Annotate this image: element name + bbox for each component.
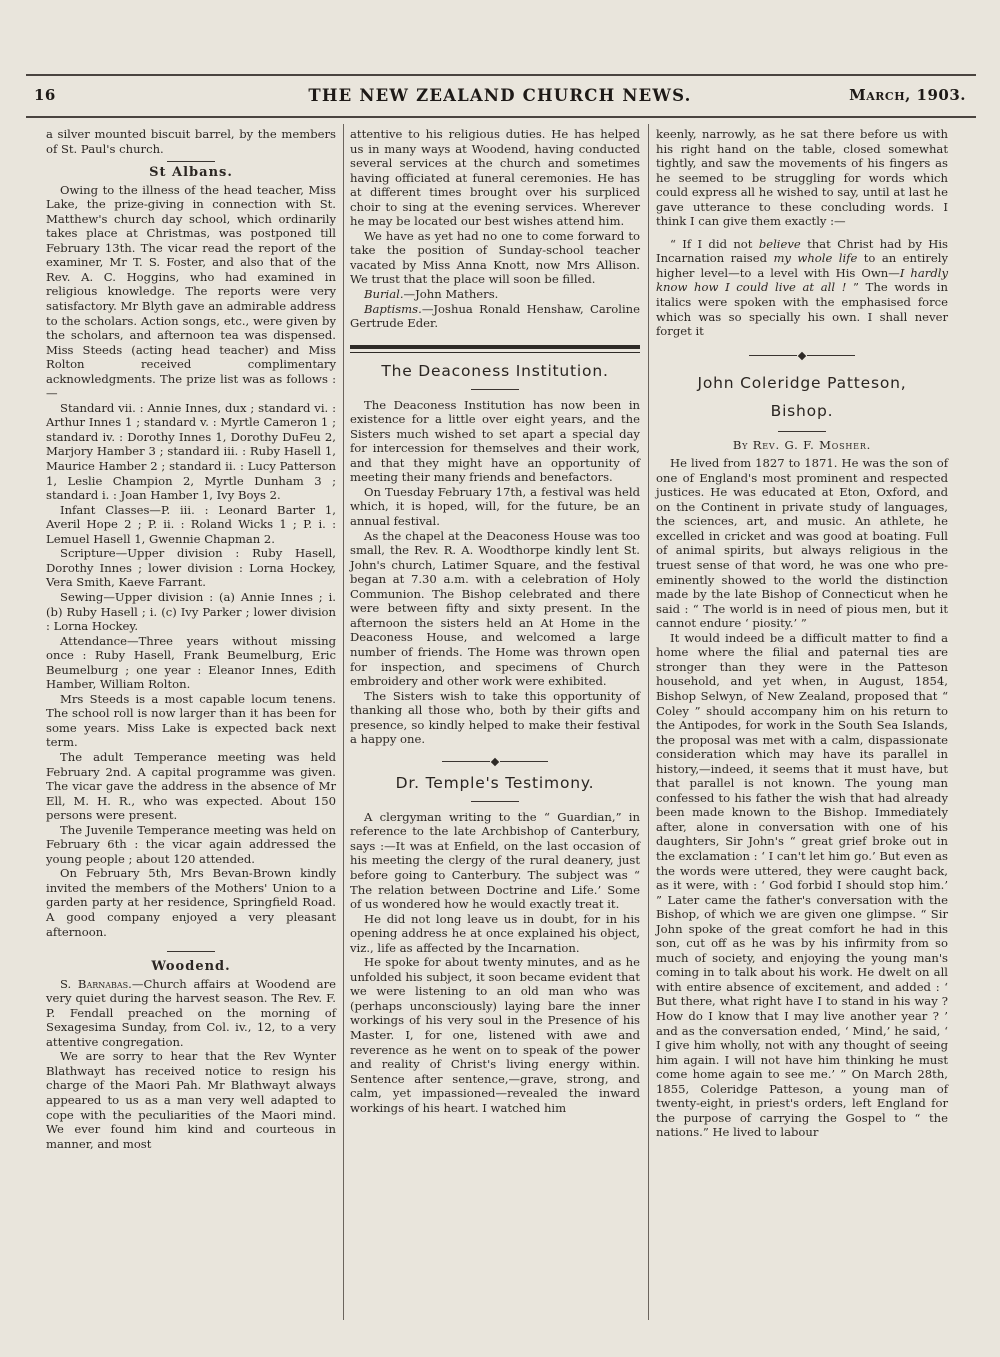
article-title-patteson-line2: Bishop.	[770, 401, 834, 420]
column-1	[46, 127, 336, 1151]
paragraph: Mrs Steeds is a most capable locum tenens. The school roll is now larger than it has been for some years. Miss Lake is expected back next term.	[46, 691, 336, 750]
article-title-patteson: John Coleridge Patteson,	[697, 373, 907, 392]
continuation-text: a silver mounted biscuit barrel, by the members of St. Paul's church.	[46, 127, 336, 156]
page-number: 16	[34, 86, 56, 104]
masthead	[34, 86, 966, 110]
column-divider	[343, 124, 344, 1320]
title-rule	[471, 801, 519, 802]
paragraph: He did not long leave us in doubt, for in his opening address he at once explained his object, viz., life as affected by the Incarnation.	[350, 911, 640, 955]
ornament-divider	[656, 353, 948, 359]
title-rule	[778, 431, 826, 432]
ornament-divider	[350, 759, 640, 765]
paragraph: Scripture—Upper division : Ruby Hasell, Dorothy Innes ; lower division : Lorna Hockey, Vera Smith, Kaeve Farrant.	[46, 546, 336, 590]
top-rule	[26, 74, 976, 76]
paragraph: He lived from 1827 to 1871. He was the son of one of England's most prominent and respected justices. He was educated at Eton, Oxford, and on the Continent in private study of languages, the sciences, art, and music. An athlete, he excelled in cricket and was good at boating. Full of animal spirits, but always religious in the truest sense of that word, he was one who pre-eminently showed to the world the distinction made by the late Bishop of Connecticut when he said : “ The world is in need of pious men, but it cannot endure ‘ piosity.’ ”	[656, 456, 948, 631]
paragraph: The Deaconess Institution has now been in existence for a little over eight years, and the Sisters much wished to set apart a special day for intercession for themselves and their work, and that they might have an opportunity of meeting their many friends and benefactors.	[350, 397, 640, 485]
parish-name: S. Barnabas.	[60, 976, 132, 991]
paragraph: The adult Temperance meeting was held February 2nd. A capital programme was given. The vicar gave the address in the absence of Mr Ell, M. H. R., who was expected. About 150 persons were present.	[46, 749, 336, 823]
column-3	[656, 127, 948, 1140]
paragraph: As the chapel at the Deaconess House was too small, the Rev. R. A. Woodthorpe kindly lent St. John's church, Latimer Square, and the festival began at 7.30 a.m. with a celebration of Holy Communion. The Bishop celebrated and there were between fifty and sixty present. In the afternoon the sisters held an At Home in the Deaconess House, and welcomed a large number of friends. The Home was thrown open for inspection, and specimens of Church embroidery and other work were exhibited.	[350, 528, 640, 689]
article-title-deaconess: The Deaconess Institution.	[381, 361, 609, 380]
title-rule	[471, 389, 519, 390]
paragraph: A clergyman writing to the “ Guardian,” in reference to the late Archbishop of Canterbury, says :—It was at Enfield, on the last occasion of his meeting the clergy of the rural deanery, just before going to Canterbury. The subject was “ The relation between Doctrine and Life.’ Some of us wondered how he would exactly treat it.	[350, 809, 640, 912]
paragraph: Owing to the illness of the head teacher, Miss Lake, the prize-giving in connection with St. Matthew's church day school, which ordinarily takes place at Christmas, was postponed till February 13th. The vicar read the report of the examiner, Mr T. S. Foster, and also that of the Rev. A. C. Hoggins, who had examined in religious knowledge. The reports were very satisfactory. Mr Blyth gave an admirable address to the scholars. Action songs, etc., were given by the scholars, and afternoon tea was dispensed. Miss Steeds (acting head teacher) and Miss Rolton received complimentary acknowledgments. The prize list was as follows :—	[46, 182, 336, 401]
paragraph: We have as yet had no one to come forward to take the position of Sunday-school teacher vacated by Miss Anna Knott, now Mrs Allison. We trust that the place will soon be filled.	[350, 228, 640, 287]
paragraph: Attendance—Three years without missing once : Ruby Hasell, Frank Beumelburg, Eric Beumelburg ; one year : Eleanor Innes, Edith Hamber, William Rolton.	[46, 633, 336, 692]
paragraph: On Tuesday February 17th, a festival was held which, it is hoped, will, for the future, be an annual festival.	[350, 484, 640, 529]
paragraph: Standard vii. : Annie Innes, dux ; standard vi. : Arthur Innes 1 ; standard v. : Myrtle Cameron 1 ; standard iv. : Dorothy Innes 1, Dorothy DuFeu 2, Marjory Hamber 3 ; standard iii. : Ruby Hasell 1, Maurice Hamber 2 ; standard ii. : Lucy Patterson 1, Leslie Champion 2, Myrtle Dunham 3 ; standard i. : Joan Hamber 1, Ivy Boys 2.	[46, 400, 336, 503]
paragraph: On February 5th, Mrs Bevan-Brown kindly invited the members of the Mothers' Union to a garden party at her residence, Springfield Road. A good company enjoyed a very pleasant afternoon.	[46, 866, 336, 939]
article-title-temple: Dr. Temple's Testimony.	[395, 773, 595, 792]
diamond-ornament-icon	[798, 351, 806, 359]
burial-notice: Burial.—John Mathers.	[364, 287, 499, 302]
section-heading-woodend: Woodend.	[151, 959, 231, 975]
publication-title: THE NEW ZEALAND CHURCH NEWS.	[308, 86, 692, 105]
section-rule	[167, 161, 215, 162]
paragraph: keenly, narrowly, as he sat there before us with his right hand on the table, closed somewhat tightly, and saw the movements of his fingers as he seemed to be struggling for words which could express all he wished to say, until at last he gave utterance to these concluding words. I think I can give them exactly :—	[656, 127, 948, 229]
column-divider	[648, 124, 649, 1320]
author-byline: By Rev. G. F. Mosher.	[732, 437, 872, 452]
paragraph: attentive to his religious duties. He has helped us in many ways at Woodend, having conducted several services at the church and sometimes having officiated at funeral ceremonies. He has at different times brought over his surpliced choir to sing at the evening services. Wherever he may be located our best wishes attend him.	[350, 127, 640, 229]
section-rule	[167, 951, 215, 952]
paragraph: We are sorry to hear that the Rev Wynter Blathwayt has received notice to resign his charge of the Maori Pah. Mr Blathwayt always appeared to us as a man very well adapted to cope with the peculiarities of the Maori mind. We ever found him kind and courteous in manner, and most	[46, 1049, 336, 1151]
issue-date: March, 1903.	[849, 86, 966, 104]
paragraph: He spoke for about twenty minutes, and as he unfolded his subject, it soon became evident that we were listening to an old man who was (perhaps unconsciously) laying bare the inner workings of his very soul in the Presence of his Master. I, for one, listened with awe and reverence as he went on to speak of the power and reality of Christ's living energy within. Sentence after sentence,—grave, strong, and calm, yet impassioned—revealed the inward workings of his heart. I watched him	[350, 955, 640, 1115]
temple-quote: “ If I did not believe that Christ had by His Incarnation raised my whole life to an entirely higher level—to a level with His Own—I hardly know how I could live at all ! ” The words in italics were spoken with the emphasised force which was so specially his own. I shall never forget it	[656, 236, 948, 339]
paragraph: It would indeed be a difficult matter to find a home where the filial and paternal ties are stronger than they were in the Patteson household, and yet when, in August, 1854, Bishop Selwyn, of New Zealand, proposed that “ Coley ” should accompany him on his return to the Antipodes, for work in the South Sea Islands, the proposal was met with a calm, dispassionate consideration which may have its parallel in history,—indeed, it seems that it must have, but that parallel is not known. The young man confessed to his father the wish that had already been made known to the Bishop. Immediately after, alone in conversation with one of his daughters, Sir John's “ great grief broke out in the exclamation : ‘ I can't let him go.’ But even as the words were uttered, they were caught back, as it were, with : ‘ God forbid I should stop him.’ ” Later came the father's conversation with the Bishop, of which we are given one glimpse. “ Sir John spoke of the great comfort he had in this son, cut off as he was by his infirmity from so much of society, and enjoying the young man's coming in to talk about his work. He dwelt on all with entire absence of excitement, and added : ‘ But there, what right have I to stand in his way ? How do I know that I may live another year ? ’ and as the conversation ended, ‘ Mind,’ he said, ‘ I give him wholly, not with any thought of seeing him again. I will not have him thinking he must come home again to see me.’ ” On March 28th, 1855, Coleridge Patteson, a young man of twenty-eight, in priest's orders, left England for the purpose of carrying the Gospel to “ the nations.” He lived to labour	[656, 630, 948, 1140]
baptisms-notice: Baptisms.—Joshua Ronald Henshaw, Caroline Gertrude Eder.	[350, 301, 640, 331]
article-divider	[350, 345, 640, 353]
paragraph: Sewing—Upper division : (a) Annie Innes ; i. (b) Ruby Hasell ; i. (c) Ivy Parker ; lower division : Lorna Hockey.	[46, 589, 336, 634]
column-2	[350, 127, 640, 1115]
header-rule	[26, 116, 976, 118]
paragraph: S. Barnabas.—Church affairs at Woodend are very quiet during the harvest season. The Rev. F. P. Fendall preached on the morning of Sexagesima Sunday, from Col. iv., 12, to a very attentive congregation.	[46, 976, 336, 1049]
paragraph: The Sisters wish to take this opportunity of thanking all those who, both by their gifts and presence, so kindly helped to make their festival a happy one.	[350, 688, 640, 747]
paragraph: The Juvenile Temperance meeting was held on February 6th : the vicar again addressed the young people ; about 120 attended.	[46, 822, 336, 866]
section-heading-st-albans: St Albans.	[149, 165, 233, 181]
diamond-ornament-icon	[491, 758, 499, 766]
paragraph: Infant Classes—P. iii. : Leonard Barter 1, Averil Hope 2 ; P. ii. : Roland Wicks 1 ; P. i. : Lemuel Hasell 1, Gwennie Chapman 2.	[46, 502, 336, 546]
